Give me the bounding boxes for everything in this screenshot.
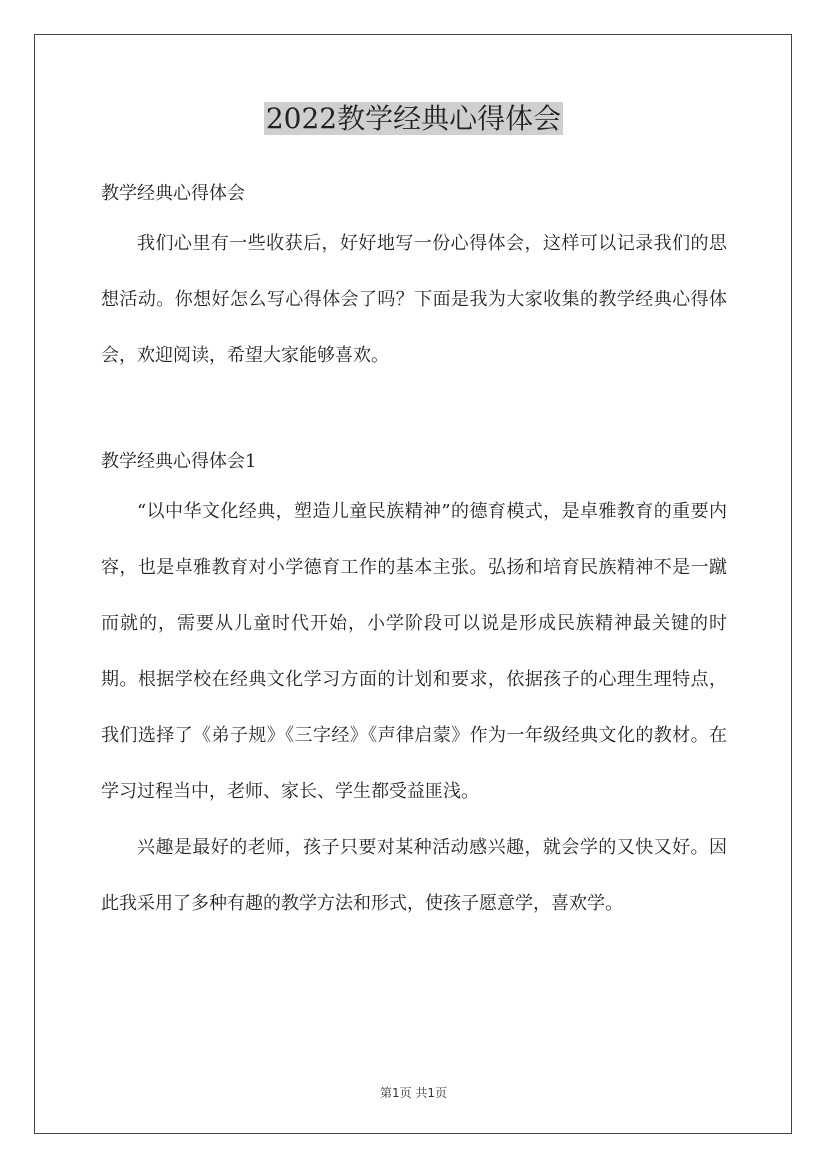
intro-paragraph: 我们心里有一些收获后，好好地写一份心得体会，这样可以记录我们的思想活动。你想好怎么写心得体会了吗？下面是我为大家收集的教学经典心得体会，欢迎阅读，希望大家能够喜欢。	[101, 233, 727, 366]
section-heading: 教学经典心得体会1	[101, 451, 257, 472]
document-body	[101, 172, 727, 932]
body-paragraph-1: “以中华文化经典，塑造儿童民族精神”的德育模式，是卓雅教育的重要内容，也是卓雅教育对小学德育工作的基本主张。弘扬和培育民族精神不是一蹴而就的，需要从儿童时代开始，小学阶段可以说是形成民族精神最关键的时期。根据学校在经典文化学习方面的计划和要求，依据孩子的心理生理特点，我们选择了《弟子规》《三字经》《声律启蒙》作为一年级经典文化的教材。在学习过程当中，老师、家长、学生都受益匪浅。	[101, 501, 727, 802]
document-subtitle: 教学经典心得体会	[101, 183, 245, 204]
body-paragraph-2: 兴趣是最好的老师，孩子只要对某种活动感兴趣，就会学的又快又好。因此我采用了多种有趣的教学方法和形式，使孩子愿意学，喜欢学。	[101, 837, 727, 914]
page-footer: 第1页 共1页	[379, 1086, 448, 1100]
document-title-text: 2022教学经典心得体会	[265, 102, 562, 135]
document-title	[0, 99, 827, 139]
section-spacer	[101, 384, 727, 440]
